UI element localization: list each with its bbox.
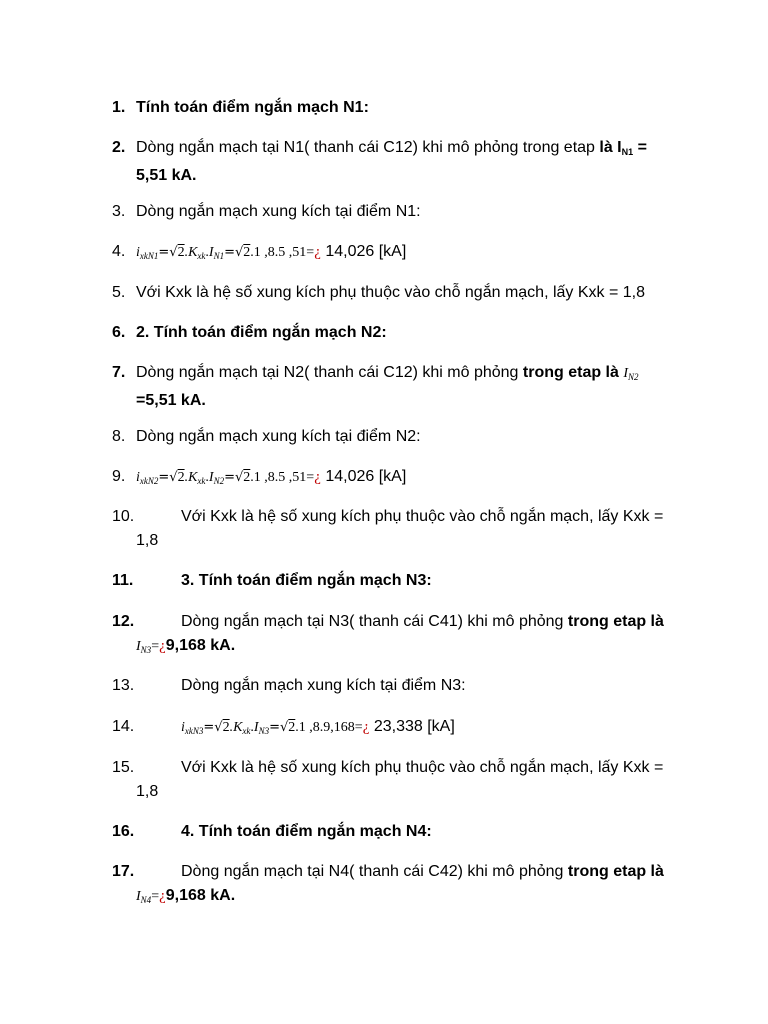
formula: $i_{xkN3}=√2.K_{xk}.I_{N3}=√2.1$ ,8.9,168=¿ 23,338 [kA] — [181, 718, 455, 736]
formula: $i_{xkN2}=√2.K_{xk}.I_{N2}=√2.1$ ,8.5 ,51=¿ 14,026 [kA] — [136, 468, 407, 486]
item-number: 14. — [112, 718, 135, 735]
item-number: 7. — [112, 364, 126, 381]
item-number: 15. — [112, 759, 135, 776]
paragraph: Dòng ngắn mạch tại N2( thanh cái C12) khi mô phỏng trong etap là $I_{N2} =5,51$ kA. — [136, 364, 639, 409]
item-number: 11. — [112, 572, 134, 589]
item-number: 2. — [112, 139, 126, 156]
item-number: 1. — [112, 99, 126, 116]
heading-n4: 4. Tính toán điểm ngắn mạch N4: — [181, 823, 432, 840]
item-number: 6. — [112, 324, 126, 341]
paragraph: Dòng ngắn mạch tại N3( thanh cái C41) khi mô phỏng trong etap là $I_{N3}=¿9,168$ kA. — [136, 613, 664, 655]
item-number: 5. — [112, 284, 126, 301]
paragraph: Dòng ngắn mạch xung kích tại điểm N2: — [136, 428, 421, 445]
paragraph: Dòng ngắn mạch xung kích tại điểm N3: — [181, 677, 466, 694]
item-number: 16. — [112, 823, 135, 840]
paragraph: Dòng ngắn mạch tại N1( thanh cái C12) khi mô phỏng trong etap là $I_{N1} = 5,51$ kA. — [136, 139, 647, 184]
paragraph: Với Kxk là hệ số xung kích phụ thuộc vào chỗ ngắn mạch, lấy Kxk = 1,8 — [136, 508, 664, 549]
paragraph: Với Kxk là hệ số xung kích phụ thuộc vào chỗ ngắn mạch, lấy Kxk = 1,8 — [136, 759, 664, 800]
item-number: 10. — [112, 508, 135, 525]
heading-n1: Tính toán điểm ngắn mạch N1: — [136, 99, 369, 116]
item-number: 9. — [112, 468, 126, 485]
paragraph: Dòng ngắn mạch tại N4( thanh cái C42) khi mô phỏng trong etap là $I_{N4}=¿9,168$ kA. — [136, 863, 664, 905]
paragraph: Dòng ngắn mạch xung kích tại điểm N1: — [136, 203, 421, 220]
item-number: 3. — [112, 203, 126, 220]
item-number: 4. — [112, 243, 126, 260]
item-number: 12. — [112, 613, 135, 630]
item-number: 8. — [112, 428, 126, 445]
formula: $i_{xkN1}=√2.K_{xk}.I_{N1}=√2.1$ ,8.5 ,51=¿ 14,026 [kA] — [136, 243, 407, 261]
item-number: 13. — [112, 677, 135, 694]
paragraph: Với Kxk là hệ số xung kích phụ thuộc vào chỗ ngắn mạch, lấy Kxk = 1,8 — [136, 284, 646, 301]
item-number: 17. — [112, 863, 135, 880]
heading-n2: 2. Tính toán điểm ngắn mạch N2: — [136, 324, 387, 341]
heading-n3: 3. Tính toán điểm ngắn mạch N3: — [181, 572, 432, 589]
